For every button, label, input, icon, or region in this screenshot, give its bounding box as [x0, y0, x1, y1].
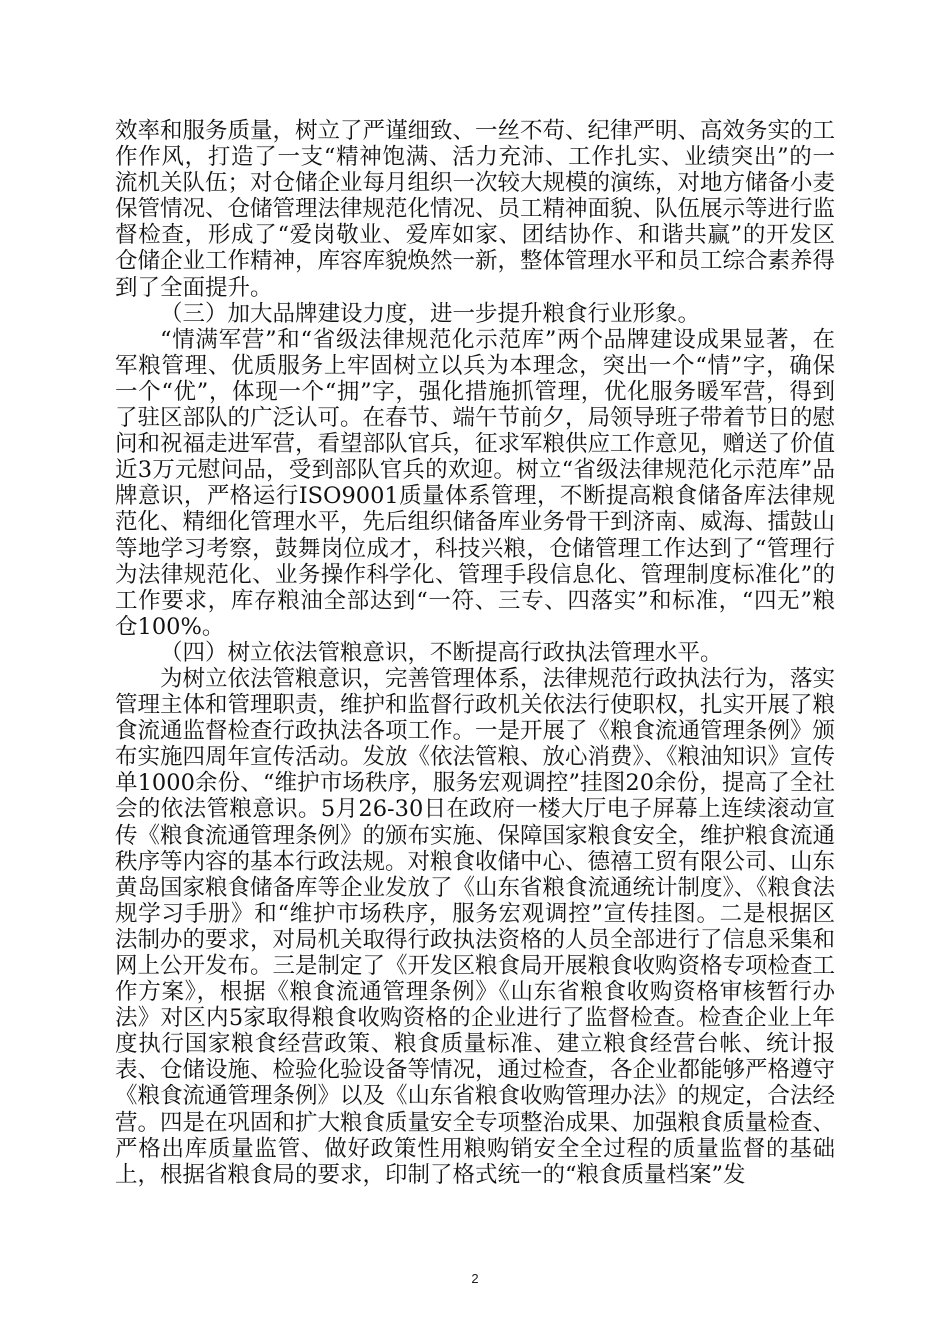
paragraph-brand-building: “情满军营”和“省级法律规范化示范库”两个品牌建设成果显著，在军粮管理、优质服务上牢固树立以兵为本理念，突出一个“情”字，确保一个“优”，体现一个“拥”字，强化措施抓管理，优化服务暖军营，得到了驻区部队的广泛认可。在春节、端午节前夕，局领导班子带着节日的慰问和祝福走进军营，看望部队官兵，征求军粮供应工作意见，赠送了价值近3万元慰问品，受到部队官兵的欢迎。树立“省级法律规范化示范库”品牌意识，严格运行ISO9001质量体系管理，不断提高粮食储备库法律规范化、精细化管理水平，先后组织储备库业务骨干到济南、威海、擂鼓山等地学习考察，鼓舞岗位成才，科技兴粮，仓储管理工作达到了“管理行为法律规范化、业务操作科学化、管理手段信息化、管理制度标准化”的工作要求，库存粮油全部达到“一符、三专、四落实”和标准，“四无”粮仓100%。 [115, 326, 836, 640]
paragraph-law-enforcement: 为树立依法管粮意识，完善管理体系，法律规范行政执法行为，落实管理主体和管理职责，维护和监督行政机关依法行使职权，扎实开展了粮食流通监督检查行政执法各项工作。一是开展了《粮食流通管理条例》颁布实施四周年宣传活动。发放《依法管粮、放心消费》、《粮油知识》宣传单1000余份、“维护市场秩序，服务宏观调控”挂图20余份，提高了全社会的依法管粮意识。5月26-30日在政府一楼大厅电子屏幕上连续滚动宣传《粮食流通管理条例》的颁布实施、保障国家粮食安全，维护粮食流通秩序等内容的基本行政法规。对粮食收储中心、德禧工贸有限公司、山东黄岛国家粮食储备库等企业发放了《山东省粮食流通统计制度》、《粮食法规学习手册》和“维护市场秩序，服务宏观调控”宣传挂图。二是根据区法制办的要求，对局机关取得行政执法资格的人员全部进行了信息采集和网上公开发布。三是制定了《开发区粮食局开展粮食收购资格专项检查工作方案》，根据《粮食流通管理条例》《山东省粮食收购资格审核暂行办法》对区内5家取得粮食收购资格的企业进行了监督检查。检查企业上年度执行国家粮食经营政策、粮食质量标准、建立粮食经营台帐、统计报表、仓储设施、检验化验设备等情况，通过检查，各企业都能够严格遵守《粮食流通管理条例》以及《山东省粮食收购管理办法》的规定，合法经营。四是在巩固和扩大粮食质量安全专项整治成果、加强粮食质量检查、严格出库质量监管、做好政策性用粮购销安全全过程的质量监督的基础上，根据省粮食局的要求，印制了格式统一的“粮食质量档案”发 [115, 665, 836, 1188]
section-heading-4: （四）树立依法管粮意识，不断提高行政执法管理水平。 [160, 639, 723, 666]
page-number: 2 [471, 1271, 479, 1286]
section-heading-3: （三）加大品牌建设力度，进一步提升粮食行业形象。 [160, 300, 701, 327]
paragraph-continuation: 效率和服务质量，树立了严谨细致、一丝不苟、纪律严明、高效务实的工作作风，打造了一支“精神饱满、活力充沛、工作扎实、业绩突出”的一流机关队伍；对仓储企业每月组织一次较大规模的演练，对地方储备小麦保管情况、仓储管理法律规范化情况、员工精神面貌、队伍展示等进行监督检查，形成了“爱岗敬业、爱库如家、团结协作、和谐共赢”的开发区仓储企业工作精神，库容库貌焕然一新，整体管理水平和员工综合素养得到了全面提升。 [115, 118, 836, 301]
document-body [115, 118, 835, 1188]
